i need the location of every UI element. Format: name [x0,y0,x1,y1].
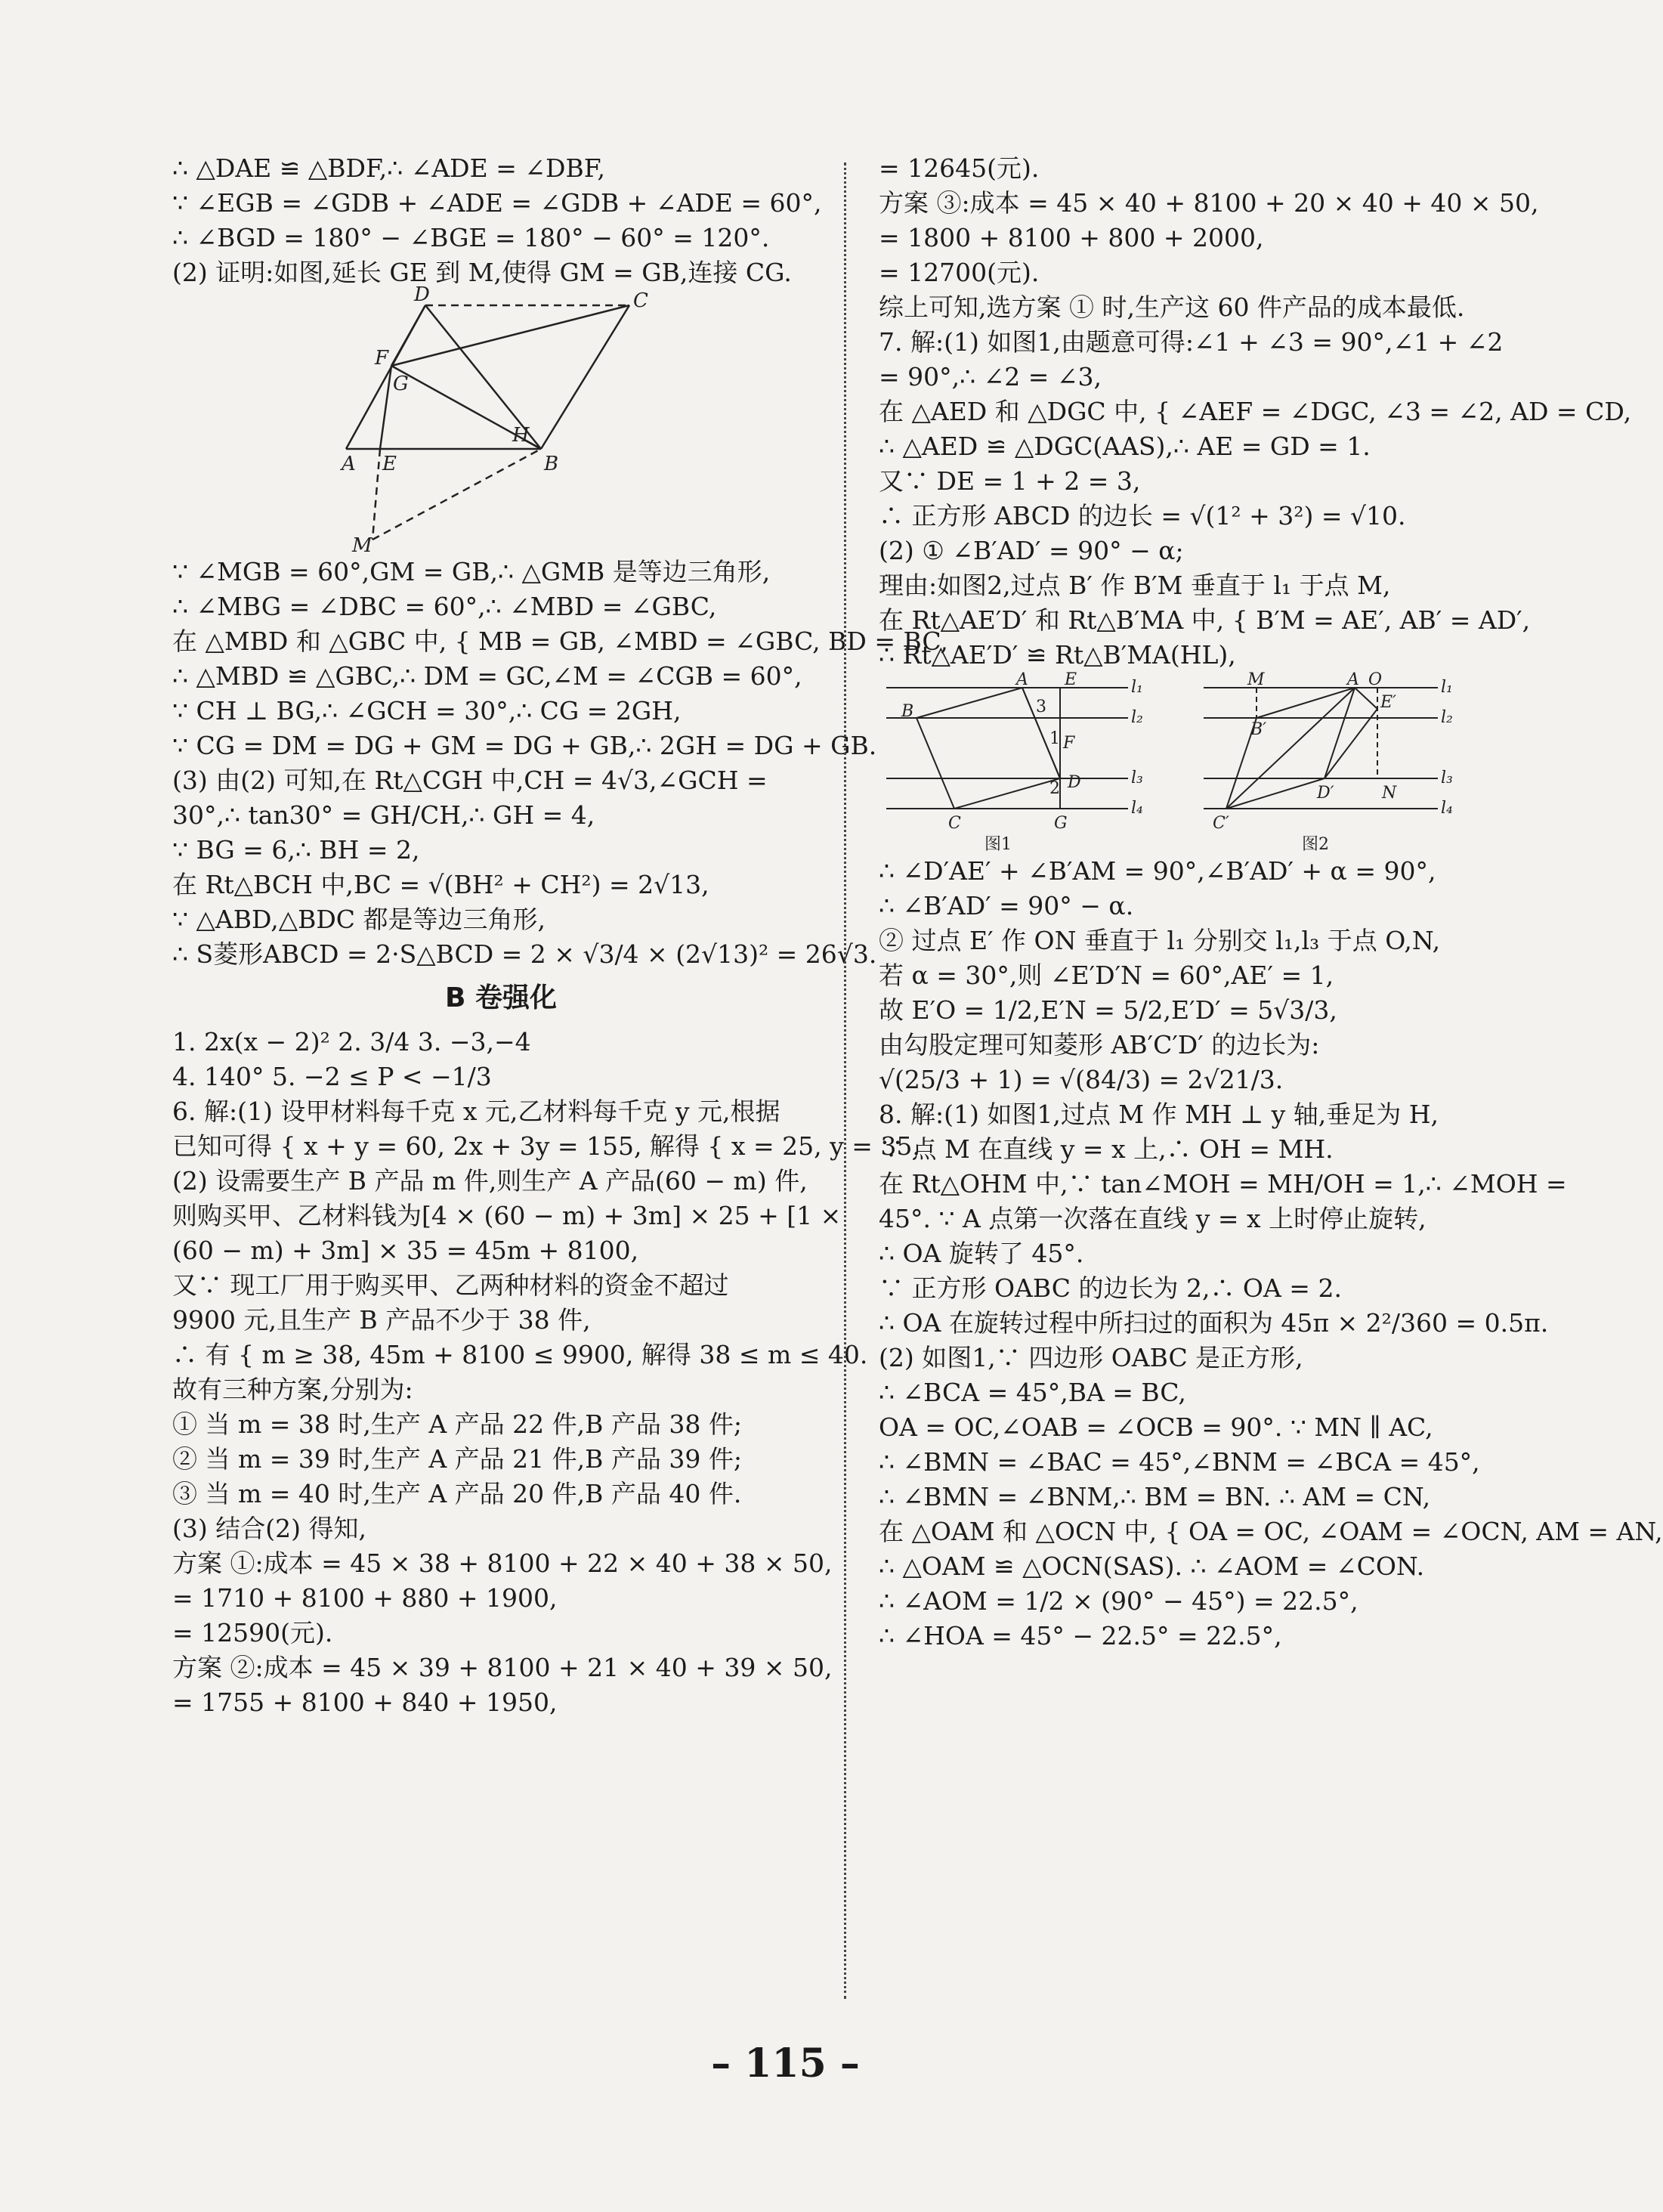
text-line: 在 △MBD 和 △GBC 中, { MB = GB, ∠MBD = ∠GBC, BD = BC, [172,626,948,656]
f1-label-e: E [1065,670,1077,689]
left-column [172,151,948,1720]
text-line: ∵ ∠EGB = ∠GDB + ∠ADE = ∠GDB + ∠ADE = 60°, [172,188,822,218]
f1-label-f: F [1063,734,1075,753]
f1-label-2: 2 [1049,779,1060,798]
text-line: 6. 解:(1) 设甲材料每千克 x 元,乙材料每千克 y 元,根据 [172,1097,780,1126]
text-line: ∴ ∠BMN = ∠BAC = 45°,∠BNM = ∠BCA = 45°, [879,1447,1480,1477]
text-line: (60 − m) + 3m] × 35 = 45m + 8100, [172,1236,639,1265]
text-line: = 12590(元). [172,1618,333,1647]
label-b: B [544,453,559,475]
f1-label-g: G [1054,814,1068,833]
f1-label-l4: l₄ [1131,799,1143,818]
text-line: 综上可知,选方案 ① 时,生产这 60 件产品的成本最低. [879,292,1465,322]
text-line: 9900 元,且生产 B 产品不少于 38 件, [172,1305,591,1335]
label-h: H [512,424,530,447]
f1-label-l3: l₃ [1131,769,1143,787]
text-line: ① 当 m = 38 时,生产 A 产品 22 件,B 产品 38 件; [172,1409,742,1439]
f1-label-b: B [901,702,914,721]
text-line: ∴ Rt△AE′D′ ≌ Rt△B′MA(HL), [879,640,1236,670]
text-line: 在 Rt△OHM 中,∵ tan∠MOH = MH/OH = 1,∴ ∠MOH = [879,1169,1567,1199]
right-block-b [879,854,1663,1654]
text-line: 又∵ 现工厂用于购买甲、乙两种材料的资金不超过 [172,1270,729,1300]
text-line: (2) 如图1,∵ 四边形 OABC 是正方形, [879,1343,1303,1372]
f1-label-l1: l₁ [1131,678,1143,697]
section-title: B 卷强化 [445,982,557,1013]
page-number: – 115 – [711,2040,860,2087]
label-d: D [414,283,430,306]
text-line: 30°,∴ tan30° = GH/CH,∴ GH = 4, [172,800,595,830]
text-line: 在 △AED 和 △DGC 中, { ∠AEF = ∠DGC, ∠3 = ∠2, AD = CD, [879,397,1632,426]
text-line: = 1800 + 8100 + 800 + 2000, [879,223,1264,252]
label-g: G [393,373,409,395]
f1-label-l2: l₂ [1131,708,1143,727]
text-line: ③ 当 m = 40 时,生产 A 产品 20 件,B 产品 40 件. [172,1479,742,1508]
text-line: 方案 ③:成本 = 45 × 40 + 8100 + 20 × 40 + 40 × 50, [879,188,1539,218]
text-line: ∴ OA 在旋转过程中所扫过的面积为 45π × 2²/360 = 0.5π. [879,1308,1549,1338]
text-line: ∴ △AED ≌ △DGC(AAS),∴ AE = GD = 1. [879,432,1371,461]
text-line: ∴ ∠HOA = 45° − 22.5° = 22.5°, [879,1621,1282,1650]
left-block-a [172,151,830,290]
text-line: 方案 ②:成本 = 45 × 39 + 8100 + 21 × 40 + 39 × 50, [172,1653,833,1682]
text-line: ∵ 正方形 OABC 的边长为 2,∴ OA = 2. [879,1273,1342,1303]
text-line: ② 当 m = 39 时,生产 A 产品 21 件,B 产品 39 件; [172,1444,742,1474]
f2-label-l4: l₄ [1441,799,1453,818]
text-line: (2) 证明:如图,延长 GE 到 M,使得 GM = GB,连接 CG. [172,258,792,287]
text-line: ∵ 点 M 在直线 y = x 上,∴ OH = MH. [879,1134,1334,1164]
rhombus-diagram [342,283,663,557]
text-line: ∴ 有 { m ≥ 38, 45m + 8100 ≤ 9900, 解得 38 ≤ m ≤ 40. [172,1340,868,1369]
text-line: ∴ ∠BCA = 45°,BA = BC, [879,1378,1186,1407]
label-e: E [382,453,397,475]
f2-label-l3: l₃ [1441,769,1453,787]
text-line: ∴ ∠D′AE′ + ∠B′AM = 90°,∠B′AD′ + α = 90°, [879,856,1436,886]
text-line: = 12700(元). [879,258,1040,287]
label-f: F [375,347,389,370]
text-line: ∴ ∠BGD = 180° − ∠BGE = 180° − 60° = 120°. [172,223,770,252]
f1-label-3: 3 [1036,698,1046,716]
f2-label-a: A [1347,670,1359,689]
text-line: 若 α = 30°,则 ∠E′D′N = 60°,AE′ = 1, [879,961,1334,990]
text-line: √(25/3 + 1) = √(84/3) = 2√21/3. [879,1065,1284,1094]
text-line: 又∵ DE = 1 + 2 = 3, [879,466,1141,496]
text-line: 理由:如图2,过点 B′ 作 B′M 垂直于 l₁ 于点 M, [879,571,1391,600]
square-figures [879,670,1540,854]
text-line: ∴ ∠MBG = ∠DBC = 60°,∴ ∠MBD = ∠GBC, [172,592,717,621]
left-block-b [172,555,948,972]
right-block-a [879,151,1632,673]
f1-label-a: A [1016,670,1028,689]
right-column [879,151,1663,1654]
text-line: = 1710 + 8100 + 880 + 1900, [172,1583,558,1613]
rhombus-figure [172,283,830,557]
text-line: 7. 解:(1) 如图1,由题意可得:∠1 + ∠3 = 90°,∠1 + ∠2 [879,327,1504,357]
text-line: 故 E′O = 1/2,E′N = 5/2,E′D′ = 5√3/3, [879,995,1337,1025]
text-line: ∵ CH ⊥ BG,∴ ∠GCH = 30°,∴ CG = 2GH, [172,696,682,725]
f1-label-1: 1 [1049,729,1060,748]
text-line: 故有三种方案,分别为: [172,1375,413,1404]
label-a: A [342,453,356,475]
text-line: = 1755 + 8100 + 840 + 1950, [172,1688,558,1717]
text-line: 在 Rt△BCH 中,BC = √(BH² + CH²) = 2√13, [172,870,709,899]
text-line: 4. 140° 5. −2 ≤ P < −1/3 [172,1062,492,1091]
text-line: ∴ OA 旋转了 45°. [879,1239,1084,1268]
text-line: ∴ ∠AOM = 1/2 × (90° − 45°) = 22.5°, [879,1586,1359,1616]
text-line: 由勾股定理可知菱形 AB′C′D′ 的边长为: [879,1030,1320,1060]
text-line: ∴ S菱形ABCD = 2·S△BCD = 2 × √3/4 × (2√13)² = 26√3. [172,939,877,969]
text-line: ∴ △DAE ≌ △BDF,∴ ∠ADE = ∠DBF, [172,153,605,183]
text-line: ∵ BG = 6,∴ BH = 2, [172,835,420,865]
text-line: 已知可得 { x + y = 60, 2x + 3y = 155, 解得 { x = 25, y = 35. [172,1131,920,1161]
text-line: ∵ △ABD,△BDC 都是等边三角形, [172,905,546,934]
text-line: (2) 设需要生产 B 产品 m 件,则生产 A 产品(60 − m) 件, [172,1166,808,1196]
text-line: 8. 解:(1) 如图1,过点 M 作 MH ⊥ y 轴,垂足为 H, [879,1100,1439,1129]
text-line: 在 Rt△AE′D′ 和 Rt△B′MA 中, { B′M = AE′, AB′ = AD′, [879,605,1531,635]
text-line: 在 △OAM 和 △OCN 中, { OA = OC, ∠OAM = ∠OCN, AM = AN, [879,1517,1663,1546]
f1-label-c: C [948,814,961,833]
f2-label-o: O [1368,670,1383,689]
text-line: 方案 ①:成本 = 45 × 38 + 8100 + 22 × 40 + 38 × 50, [172,1548,833,1578]
text-line: = 12645(元). [879,153,1040,183]
f2-label-b: B′ [1250,720,1267,739]
f2-label-c: C′ [1213,814,1229,833]
text-line: ∴ △OAM ≌ △OCN(SAS). ∴ ∠AOM = ∠CON. [879,1551,1425,1581]
text-line: ∴ △MBD ≌ △GBC,∴ DM = GC,∠M = ∠CGB = 60°, [172,661,802,691]
figure-2 [1196,670,1483,854]
figure-1 [879,670,1166,854]
text-line: ② 过点 E′ 作 ON 垂直于 l₁ 分别交 l₁,l₃ 于点 O,N, [879,926,1441,955]
f1-label-d: D [1068,773,1081,792]
text-line: ∴ ∠BMN = ∠BNM,∴ BM = BN. ∴ AM = CN, [879,1482,1431,1511]
text-line: OA = OC,∠OAB = ∠OCB = 90°. ∵ MN ∥ AC, [879,1412,1433,1442]
f2-label-d: D′ [1317,784,1334,803]
figure2-caption: 图2 [1302,835,1329,854]
text-line: ∵ CG = DM = DG + GM = DG + GB,∴ 2GH = DG + GB. [172,731,877,760]
text-line: 45°. ∵ A 点第一次落在直线 y = x 上时停止旋转, [879,1204,1427,1233]
text-line: ∵ ∠MGB = 60°,GM = GB,∴ △GMB 是等边三角形, [172,557,771,586]
f2-label-n: N [1382,784,1397,803]
text-line: (2) ① ∠B′AD′ = 90° − α; [879,536,1184,565]
f2-label-l2: l₂ [1441,708,1453,727]
figure1-caption: 图1 [985,835,1012,854]
left-block-c [172,1025,920,1720]
label-m: M [352,534,372,557]
column-divider [844,162,846,1999]
label-c: C [633,289,648,312]
text-line: ∴ 正方形 ABCD 的边长 = √(1² + 3²) = √10. [879,501,1406,531]
text-line: 1. 2x(x − 2)² 2. 3/4 3. −3,−4 [172,1027,531,1057]
text-line: ∴ ∠B′AD′ = 90° − α. [879,891,1134,920]
text-line: = 90°,∴ ∠2 = ∠3, [879,362,1102,391]
text-line: (3) 由(2) 可知,在 Rt△CGH 中,CH = 4√3,∠GCH = [172,766,768,795]
f2-label-l1: l₁ [1441,678,1453,697]
f2-label-e: E′ [1380,693,1397,712]
text-line: (3) 结合(2) 得知, [172,1514,366,1543]
f2-label-m: M [1247,670,1265,689]
text-line: 则购买甲、乙材料钱为[4 × (60 − m) + 3m] × 25 + [1 × [172,1201,842,1230]
